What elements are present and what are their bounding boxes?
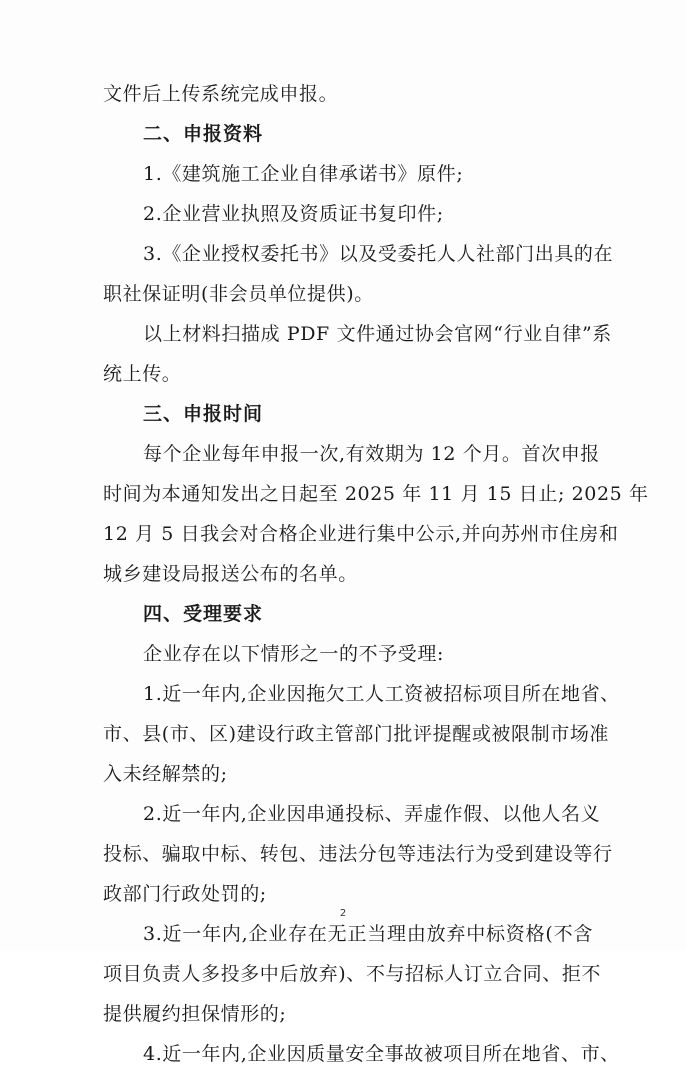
text-line-18: 入未经解禁的; [103,763,228,785]
text-line-21: 政部门行政处罚的; [103,883,267,905]
section-heading-2: 二、申报资料 [143,123,264,145]
section-heading-3: 三、申报时间 [143,403,264,425]
list-item-4-4: 4.近一年内,企业因质量安全事故被项目所在地省、市、 [143,1043,620,1065]
list-item-3: 3.《企业授权委托书》以及受委托人人社部门出具的在 [143,243,614,265]
text-line-24: 提供履约担保情形的; [103,1003,287,1025]
document-body [103,74,649,1074]
text-line-10: 每个企业每年申报一次,有效期为 12 个月。首次申报 [143,443,600,465]
text-line-23: 项目负责人多投多中后放弃)、不与招标人订立合同、拒不 [103,963,602,985]
text-line-8: 统上传。 [103,363,182,385]
text-line-6: 职社保证明(非会员单位提供)。 [103,283,374,305]
text-line-1: 文件后上传系统完成申报。 [103,83,339,105]
text-line-20: 投标、骗取中标、转包、违法分包等违法行为受到建设等行 [103,843,613,865]
page-number: 2 [339,908,347,919]
text-line-13: 城乡建设局报送公布的名单。 [103,563,358,585]
list-item-4-1: 1.近一年内,企业因拖欠工人工资被招标项目所在地省、 [143,683,620,705]
text-line-7: 以上材料扫描成 PDF 文件通过协会官网“行业自律”系 [143,323,612,345]
text-line-17: 市、县(市、区)建设行政主管部门批评提醒或被限制市场准 [103,723,610,745]
list-item-4-3: 3.近一年内,企业存在无正当理由放弃中标资格(不含 [143,923,593,945]
section-heading-4: 四、受理要求 [143,603,264,625]
text-line-12: 12 月 5 日我会对合格企业进行集中公示,并向苏州市住房和 [103,523,619,545]
text-line-15: 企业存在以下情形之一的不予受理: [143,643,445,665]
text-line-11: 时间为本通知发出之日起至 2025 年 11 月 15 日止; 2025 年 [103,483,649,505]
list-item-4-2: 2.近一年内,企业因串通投标、弄虚作假、以他人名义 [143,803,601,825]
list-item-1: 1.《建筑施工企业自律承诺书》原件; [143,163,464,185]
list-item-2: 2.企业营业执照及资质证书复印件; [143,203,444,225]
